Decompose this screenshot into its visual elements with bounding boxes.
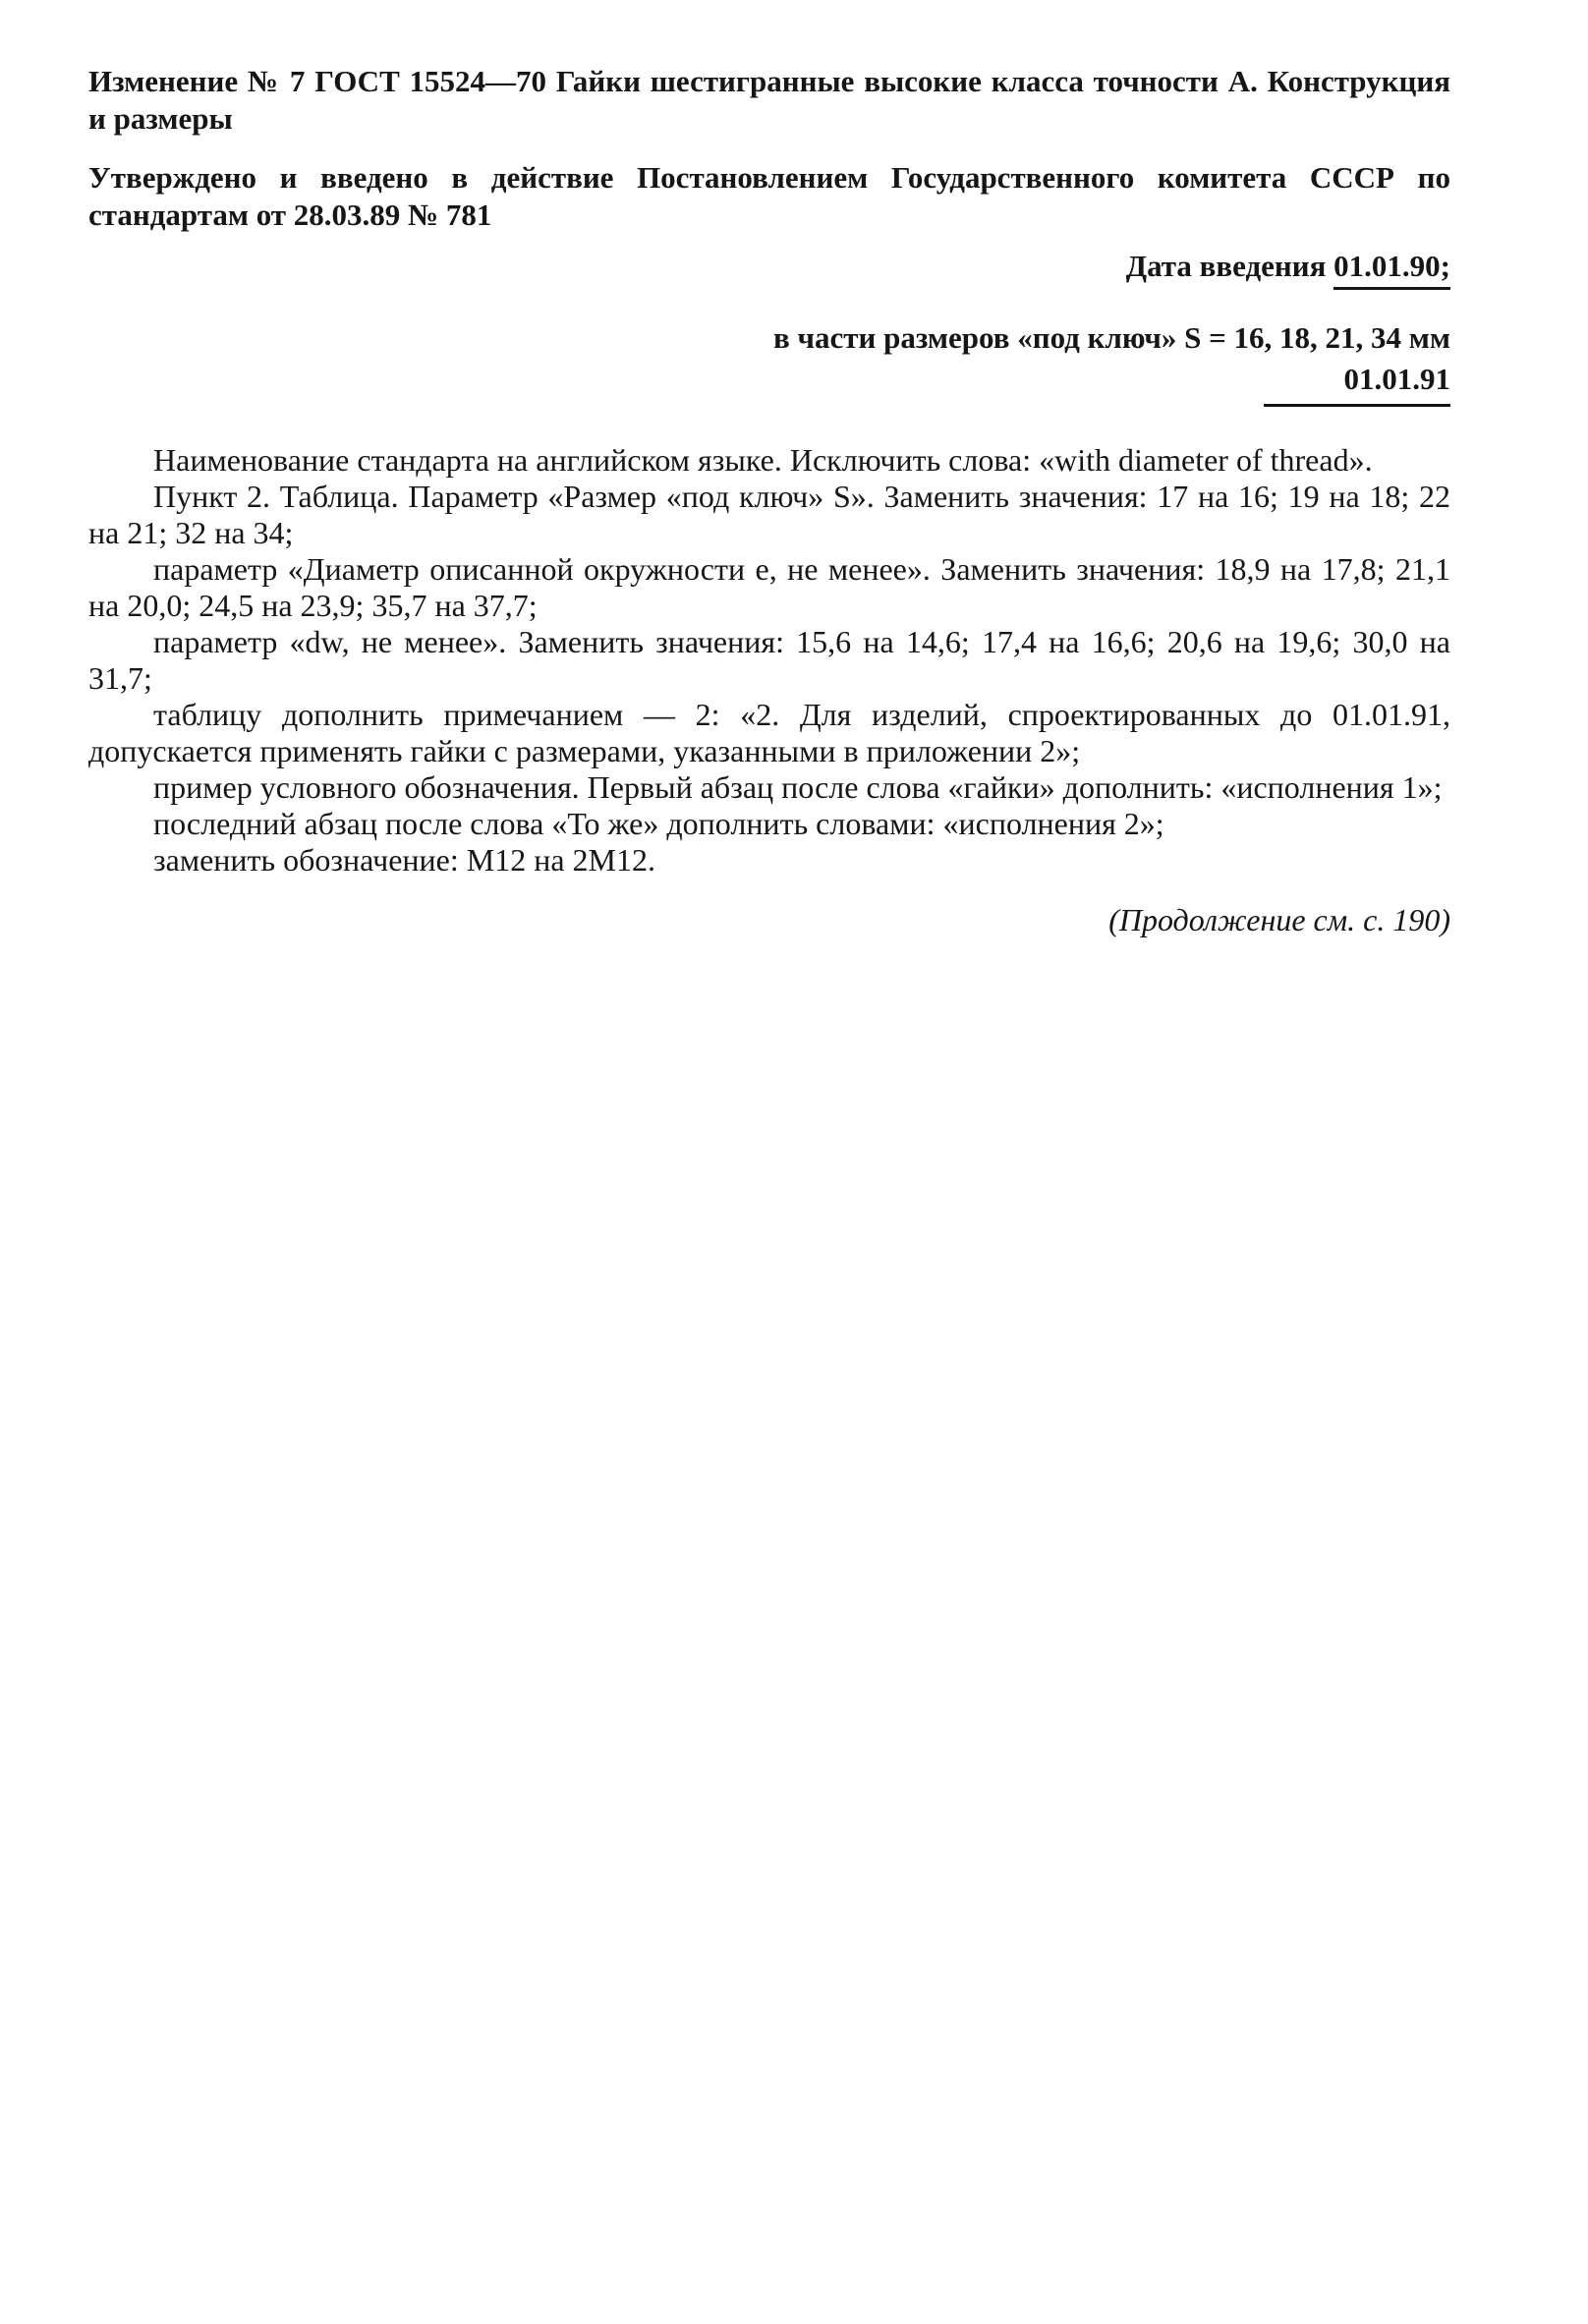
approval-statement: Утверждено и введено в действие Постановлением Государственного комитета СССР по стандартам от 28.03.89 № 781 bbox=[88, 160, 1450, 232]
paragraph-title-english: Наименование стандарта на английском языке. Исключить слова: «with diameter of thread». bbox=[153, 442, 1373, 478]
introduction-date-value: 01.01.90; bbox=[1333, 248, 1450, 290]
document-page bbox=[88, 63, 1450, 939]
partial-date-label: в части размеров «под ключ» S = 16, 18, 21, 34 мм bbox=[773, 320, 1450, 355]
paragraph-table-dw: параметр «dw, не менее». Заменить значения: 15,6 на 14,6; 17,4 на 16,6; 20,6 на 19,6; 30,0 на 31,7; bbox=[88, 624, 1450, 696]
paragraph-replace-designation: заменить обозначение: М12 на 2М12. bbox=[153, 842, 655, 878]
partial-date bbox=[88, 361, 1450, 407]
amendment-body bbox=[88, 442, 1450, 879]
introduction-date bbox=[88, 248, 1450, 290]
introduction-date-label: Дата введения bbox=[1125, 249, 1327, 283]
paragraph-last-abzac: последний абзац после слова «То же» дополнить словами: «исполнения 2»; bbox=[153, 806, 1164, 841]
amendment-title: Изменение № 7 ГОСТ 15524—70 Гайки шестигранные высокие класса точности А. Конструкция и размеры bbox=[88, 64, 1450, 136]
paragraph-designation-example: пример условного обозначения. Первый абзац после слова «гайки» дополнить: «исполнения 1»; bbox=[153, 769, 1443, 805]
continuation-note: (Продолжение см. с. 190) bbox=[1108, 902, 1450, 937]
paragraph-table-s: Пункт 2. Таблица. Параметр «Размер «под ключ» S». Заменить значения: 17 на 16; 19 на 18; 22 на 21; 32 на 34; bbox=[88, 479, 1450, 550]
partial-date-value: 01.01.91 bbox=[1264, 361, 1450, 407]
paragraph-table-note: таблицу дополнить примечанием — 2: «2. Для изделий, спроектированных до 01.01.91, допускается применять гайки с размерами, указанными в приложении 2»; bbox=[88, 697, 1450, 768]
paragraph-table-e: параметр «Диаметр описанной окружности e, не менее». Заменить значения: 18,9 на 17,8; 21,1 на 20,0; 24,5 на 23,9; 35,7 на 37,7; bbox=[88, 551, 1450, 623]
